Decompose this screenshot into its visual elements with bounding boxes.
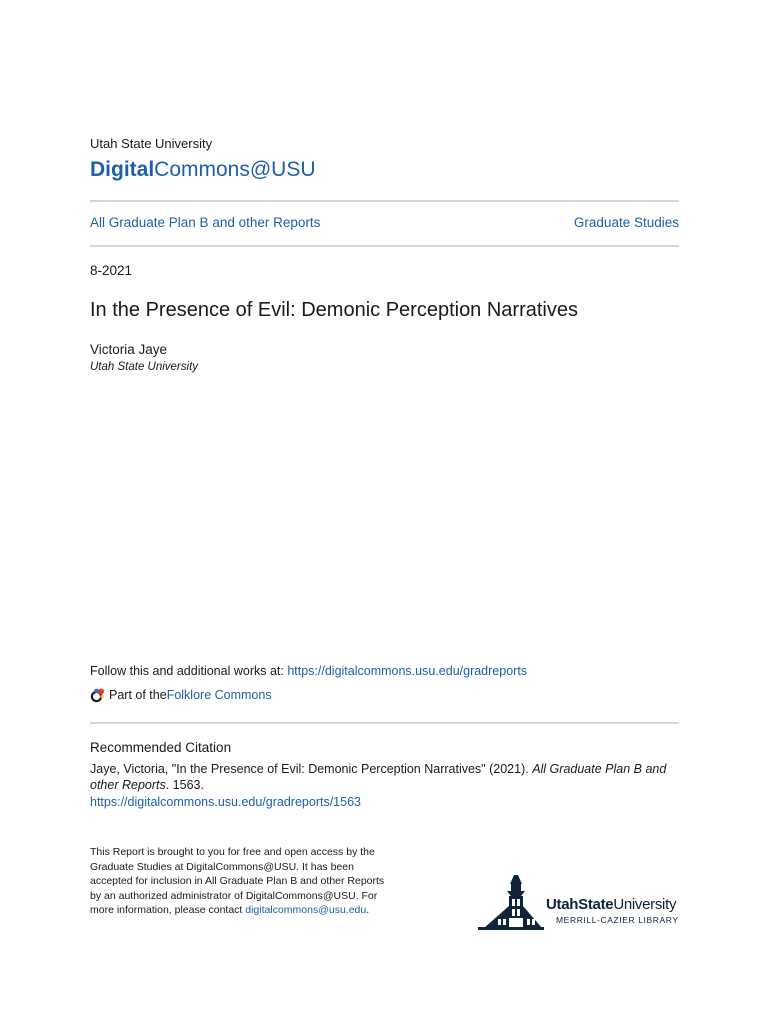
author-affiliation: Utah State University xyxy=(90,361,199,373)
department-link[interactable]: Graduate Studies xyxy=(573,215,679,230)
citation-link[interactable]: https://digitalcommons.usu.edu/gradreports/1563 xyxy=(90,795,361,809)
repository-rest: Commons@USU xyxy=(154,158,316,181)
citation-suffix: . 1563. xyxy=(165,778,204,792)
divider-header xyxy=(90,245,679,247)
follow-line xyxy=(90,664,527,678)
divider-top xyxy=(90,200,679,202)
part-of-line xyxy=(90,687,272,703)
institution-name: Utah State University xyxy=(90,136,213,151)
access-notice xyxy=(90,845,390,918)
logo-wordmark-bold: UtahState xyxy=(546,896,614,913)
citation-prefix: Jaye, Victoria, "In the Presence of Evil: Demonic Perception Narratives" (2021). xyxy=(90,762,533,776)
logo-library-name: MERRILL-CAZIER LIBRARY xyxy=(556,915,679,925)
author-name: Victoria Jaye xyxy=(90,342,168,357)
folklore-commons-link[interactable]: Folklore Commons xyxy=(166,688,272,702)
series-link[interactable]: All Graduate Plan B and other Reports xyxy=(90,215,321,230)
notice-end: . xyxy=(366,904,370,917)
publication-date: 8-2021 xyxy=(90,263,133,278)
repository-prefix: Digital xyxy=(90,158,155,181)
contact-email-link[interactable]: digitalcommons@usu.edu xyxy=(245,904,367,917)
logo-wordmark-regular: University xyxy=(613,896,677,913)
usu-library-logo xyxy=(476,872,682,932)
bepress-commons-icon xyxy=(90,687,106,703)
old-main-tower-icon xyxy=(476,872,546,932)
part-of-prefix: Part of the xyxy=(109,688,167,702)
notice-text: This Report is brought to you for free and open access by the Graduate Studies at DigitalCommons@USU. It has been accepted for inclusion in All Graduate Plan B and other Reports by an authorized administrator of DigitalCommons@USU. For more information, please contact xyxy=(90,846,385,917)
document-title: In the Presence of Evil: Demonic Perception Narratives xyxy=(90,299,578,321)
divider-citation xyxy=(90,722,679,724)
follow-link[interactable]: https://digitalcommons.usu.edu/gradreports xyxy=(287,664,528,678)
repository-link[interactable] xyxy=(90,158,316,182)
citation-text xyxy=(90,761,680,793)
citation-heading: Recommended Citation xyxy=(90,740,232,755)
follow-prefix: Follow this and additional works at: xyxy=(90,664,288,678)
citation-series: All Graduate Plan B and other Reports xyxy=(90,762,667,792)
logo-wordmark xyxy=(546,896,676,913)
